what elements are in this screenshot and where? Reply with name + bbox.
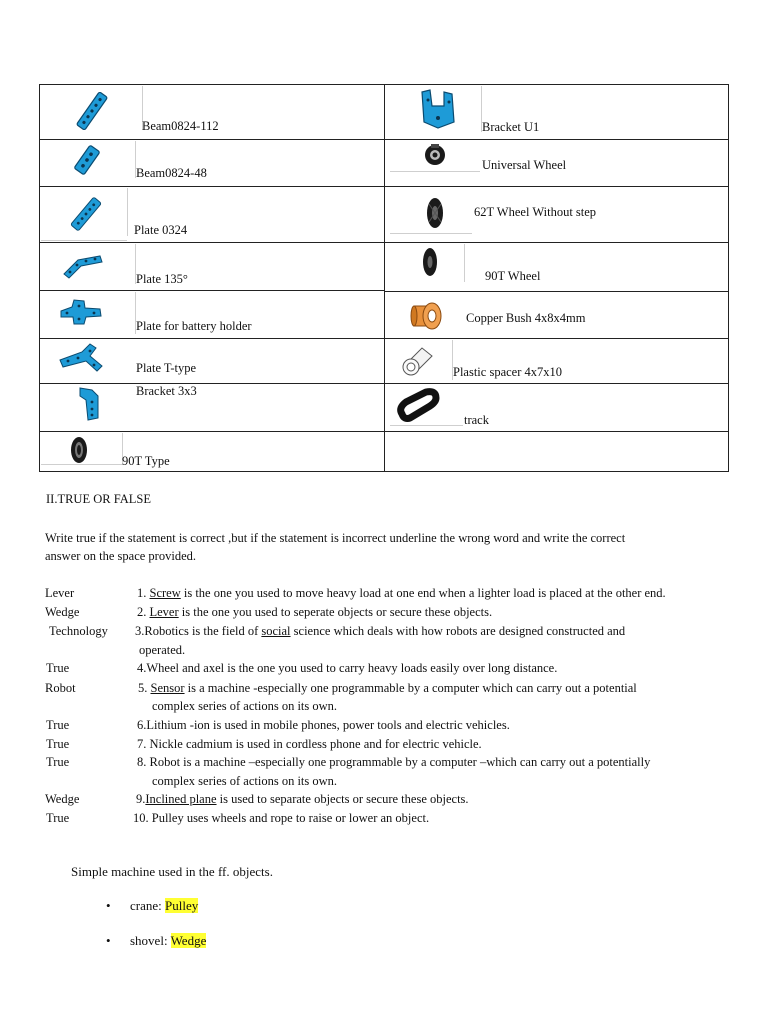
answer-label: True (46, 737, 70, 751)
statement-text: is used to separate objects or secure these objects. (216, 792, 469, 806)
underlined-word: social (261, 624, 291, 638)
statement-text: 5. (138, 681, 151, 695)
statement-continuation: complex series of actions on its own. (152, 774, 338, 788)
answer-label: True (46, 661, 70, 675)
statement-continuation: complex series of actions on its own. (152, 699, 338, 713)
beam-icon (70, 142, 104, 178)
part-label: Plate 0324 (134, 223, 188, 237)
simple-machines-intro: Simple machine used in the ff. objects. (71, 864, 273, 879)
table-row-line (39, 431, 384, 432)
part-label: Plate for battery holder (136, 319, 252, 333)
part-label: Plastic spacer 4x7x10 (453, 365, 563, 379)
wheel-icon (424, 196, 446, 230)
table-row-line (39, 139, 384, 140)
image-frame (127, 188, 128, 236)
statement (138, 681, 637, 696)
answer-label: Wedge (45, 605, 80, 619)
universal-wheel-icon (422, 142, 448, 168)
part-label: Plate T-type (136, 361, 197, 375)
beam-icon (70, 92, 114, 130)
statement-text: is the one you used to seperate objects or secure these objects. (178, 605, 493, 619)
highlighted-answer: Pulley (165, 898, 199, 913)
plastic-spacer-icon (400, 342, 438, 378)
table-row-line (39, 338, 384, 339)
statement-text: science which deals with how robots are designed constructed and (290, 624, 626, 638)
table-row-line (39, 242, 384, 243)
instructions: Write true if the statement is correct ,but if the statement is incorrect underline the wrong word and write the correct (45, 531, 626, 545)
part-label: track (464, 413, 489, 427)
statement-text: 9. (136, 792, 146, 806)
part-label: Plate 135° (136, 272, 188, 286)
statement (137, 718, 510, 733)
statement-text: 1. (137, 586, 150, 600)
underlined-word: Inclined plane (145, 792, 217, 806)
copper-bush-icon (410, 300, 444, 332)
table-row-line (384, 139, 729, 140)
statement-text: is the one you used to move heavy load at one end when a lighter load is placed at the other end. (180, 586, 666, 600)
list-bullet: • (106, 898, 111, 913)
image-frame (390, 233, 472, 234)
statement (133, 811, 429, 826)
part-label: Universal Wheel (482, 158, 567, 172)
statement (137, 586, 666, 601)
statement-text: 2. (137, 605, 150, 619)
statement-text: 7. Nickle cadmium is used in cordless phone and for electric vehicle. (137, 737, 482, 751)
statement (137, 605, 492, 620)
statement-text: 8. Robot is a machine –especially one programmable by a computer –which can carry out a potentially (137, 755, 651, 769)
image-frame (390, 425, 463, 426)
statement (135, 624, 625, 639)
statement-text: 10. Pulley uses wheels and rope to raise or lower an object. (133, 811, 430, 825)
statement-continuation: operated. (139, 643, 186, 657)
angled-plate-icon (60, 248, 106, 280)
image-frame (41, 240, 127, 241)
table-row-line (384, 383, 729, 384)
part-label: Copper Bush 4x8x4mm (466, 311, 586, 325)
image-frame (464, 244, 465, 282)
table-row-line (384, 186, 729, 187)
statement-text: 6.Lithium -ion is used in mobile phones, power tools and electric vehicles. (137, 718, 510, 732)
underlined-word: Sensor (150, 681, 185, 695)
track-icon (396, 388, 440, 422)
t-plate-icon (58, 342, 104, 374)
part-label: Bracket U1 (482, 120, 540, 134)
statement-text: 3.Robotics is the field of (135, 624, 262, 638)
underlined-word: Lever (149, 605, 179, 619)
image-frame (390, 171, 480, 172)
answer-label: True (46, 811, 70, 825)
answer-label: Lever (45, 586, 75, 600)
table-row-line (384, 338, 729, 339)
table-row-line (39, 383, 384, 384)
part-label: Beam0824-48 (136, 166, 207, 180)
list-item (130, 898, 198, 914)
bracket-icon (76, 386, 102, 422)
part-label: 90T Wheel (485, 269, 541, 283)
statement (136, 792, 469, 807)
statement (137, 755, 650, 770)
plate-icon (66, 194, 106, 234)
answer-label: Technology (49, 624, 108, 638)
list-bullet: • (106, 933, 111, 948)
wheel-icon (420, 246, 440, 278)
statement (137, 737, 482, 752)
table-row-line (384, 242, 729, 243)
statement-text: 4.Wheel and axel is the one you used to carry heavy loads easily over long distance. (137, 661, 558, 675)
answer-label: True (46, 755, 70, 769)
table-row-line (384, 291, 729, 292)
u-bracket-icon (418, 88, 458, 130)
part-label: Beam0824-112 (142, 119, 219, 133)
table-row-line (384, 431, 729, 432)
instructions: answer on the space provided. (45, 549, 196, 563)
tire-icon (66, 434, 92, 466)
part-label: 90T Type (122, 454, 170, 468)
table-column-divider (384, 84, 385, 472)
object-label: shovel: (130, 933, 171, 948)
section-heading: II.TRUE OR FALSE (46, 492, 151, 506)
answer-label: Wedge (45, 792, 80, 806)
table-row-line (39, 186, 384, 187)
highlighted-answer: Wedge (170, 933, 207, 948)
statement (137, 661, 557, 676)
answer-label: Robot (45, 681, 76, 695)
part-label: 62T Wheel Without step (474, 205, 597, 219)
underlined-word: Screw (149, 586, 181, 600)
statement-text: is a machine -especially one programmable by a computer which can carry out a potential (184, 681, 637, 695)
battery-holder-plate-icon (58, 297, 104, 327)
object-label: crane: (130, 898, 166, 913)
answer-label: True (46, 718, 70, 732)
list-item (130, 933, 206, 949)
table-row-line (39, 290, 384, 291)
part-label: Bracket 3x3 (136, 384, 197, 398)
